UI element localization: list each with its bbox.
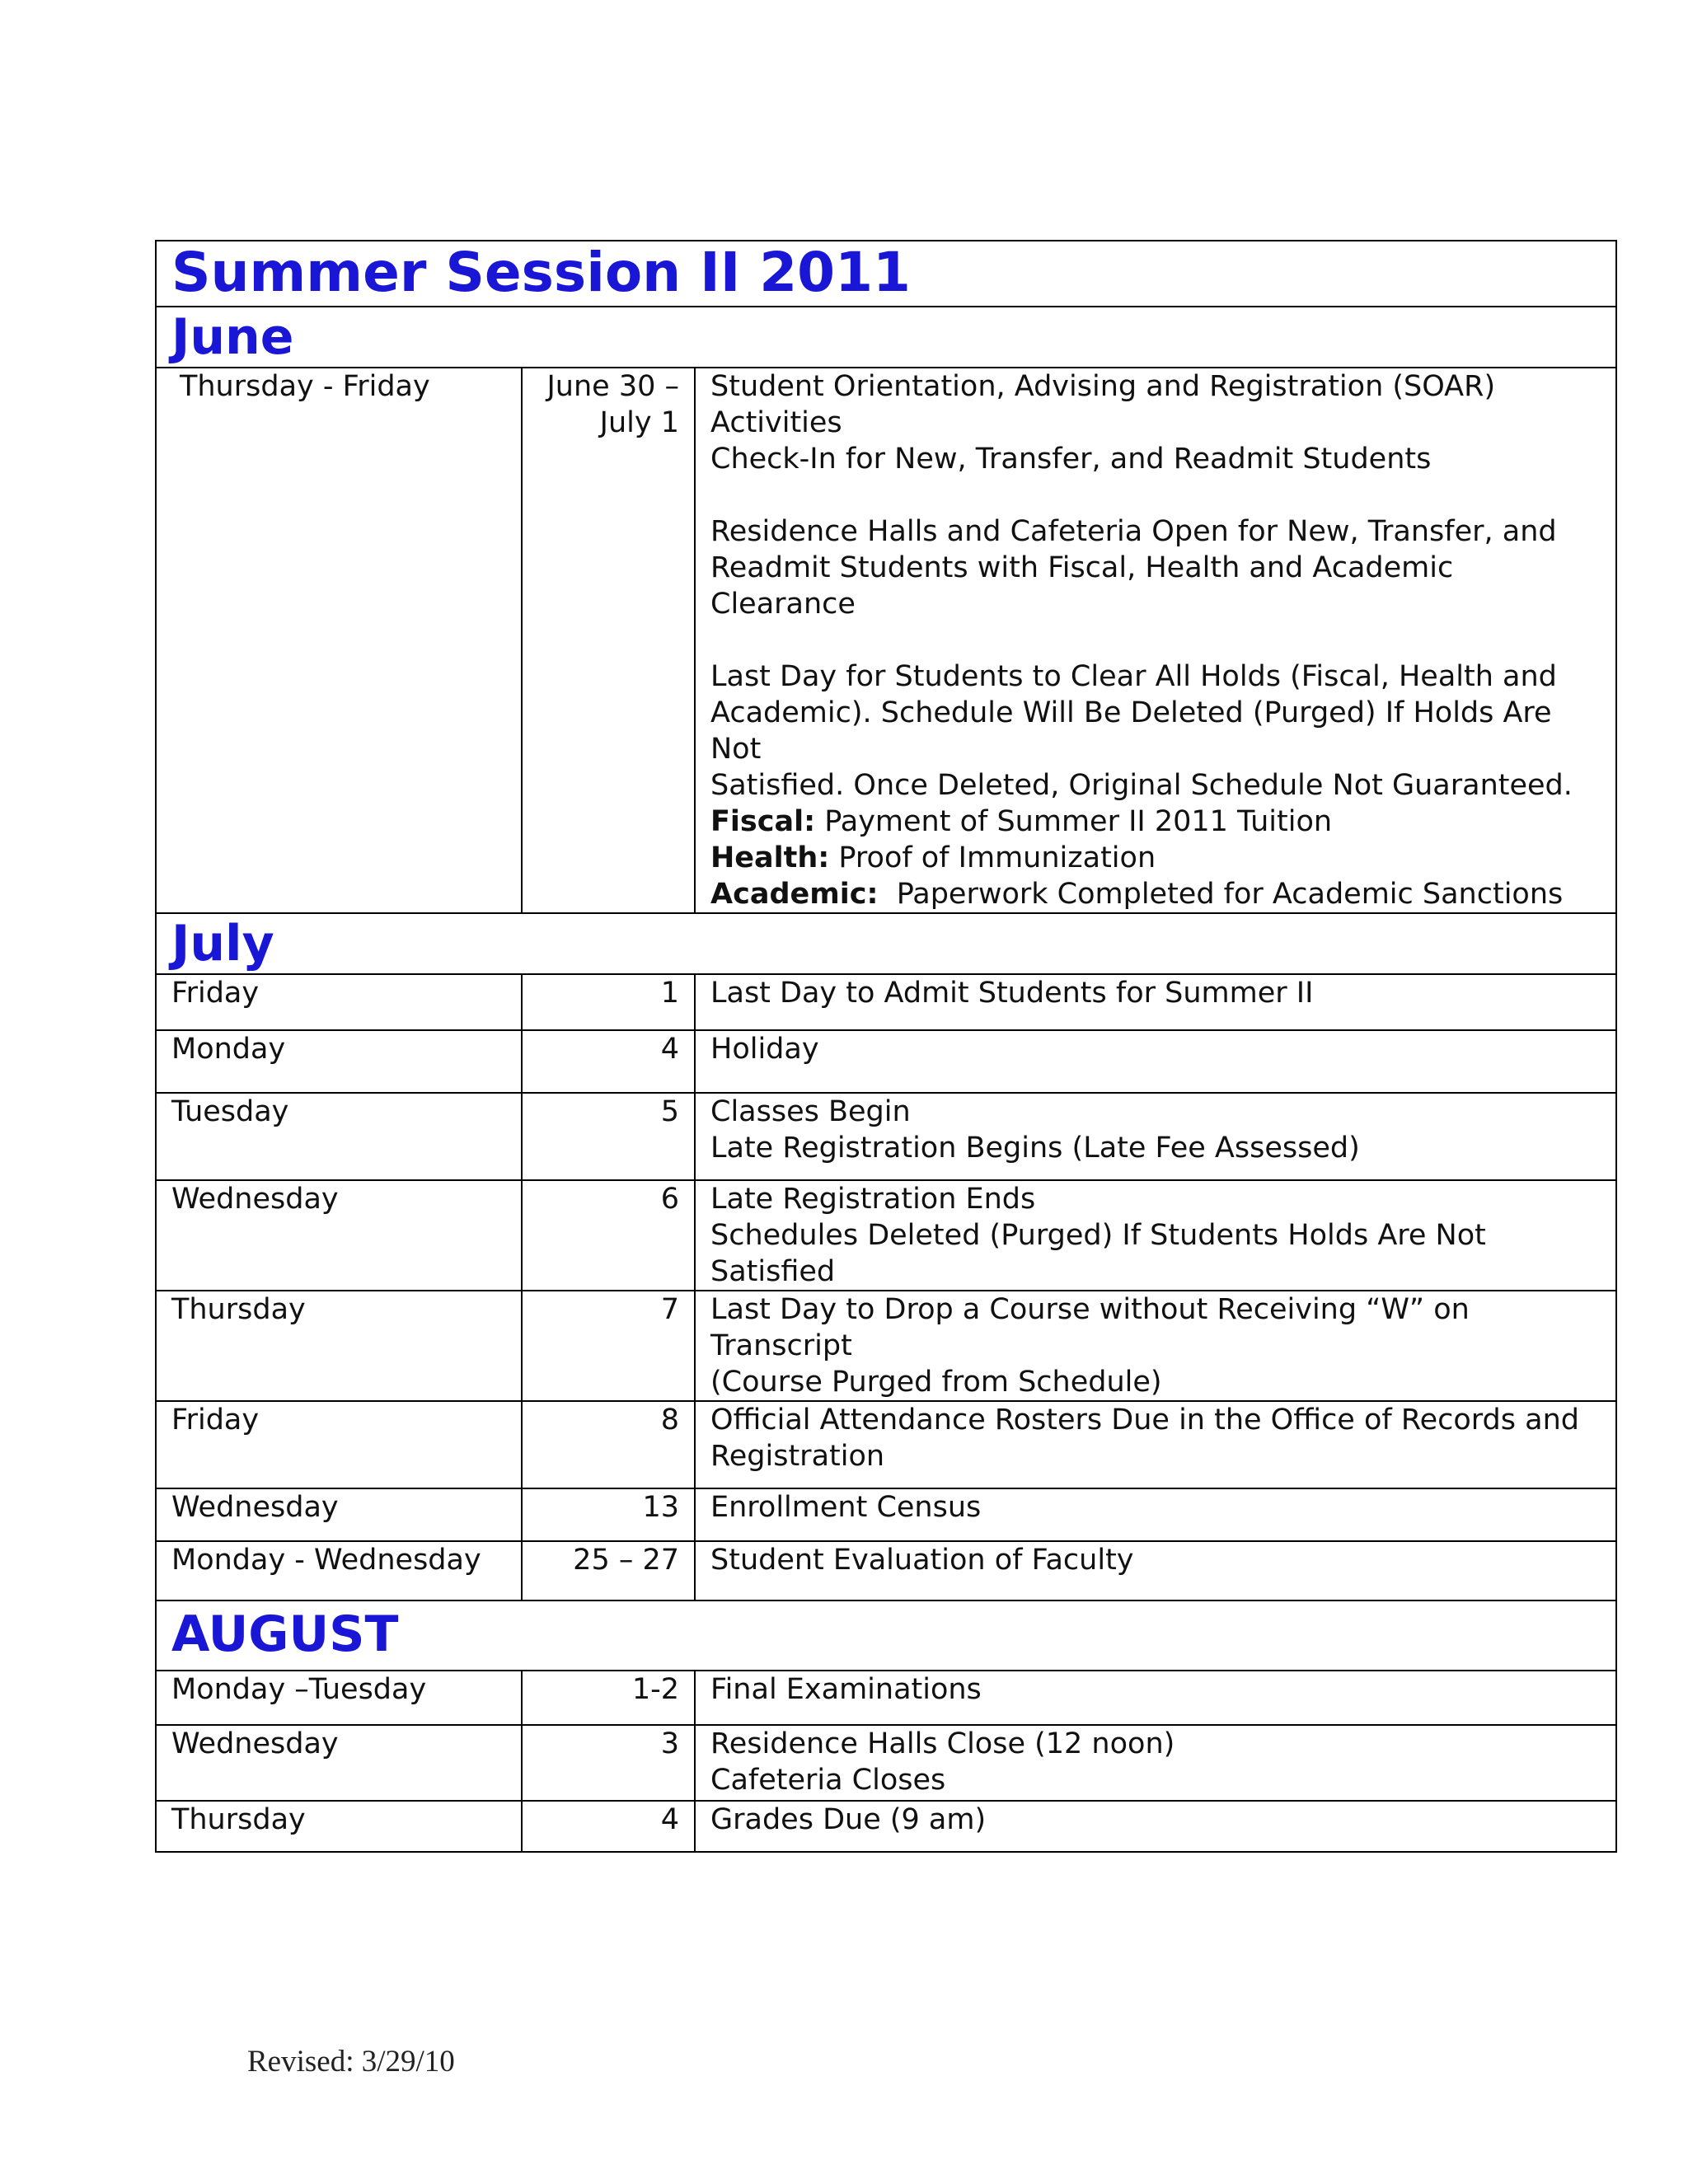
fiscal-line	[710, 804, 1601, 840]
event-line: Last Day for Students to Clear All Holds (Fiscal, Health and	[710, 660, 1557, 693]
academic-line	[710, 876, 1601, 912]
event-line: Last Day to Drop a Course without Receiving “W” on Transcript	[710, 1293, 1470, 1362]
event-cell	[695, 1093, 1616, 1180]
table-row	[156, 1180, 1616, 1291]
event-line: Registration	[710, 1440, 885, 1473]
event-cell	[695, 1671, 1616, 1725]
event-line: Last Day to Admit Students for Summer II	[710, 977, 1314, 1010]
date-cell: 4	[522, 1030, 695, 1093]
date-cell: 6	[522, 1180, 695, 1291]
month-row-august	[156, 1601, 1616, 1671]
table-row	[156, 368, 1616, 913]
table-row	[156, 1541, 1616, 1601]
event-line: Late Registration Begins (Late Fee Assessed)	[710, 1132, 1360, 1165]
date-cell: 13	[522, 1488, 695, 1541]
month-header-july: July	[156, 913, 1616, 974]
july-rows	[156, 974, 1616, 1601]
event-cell	[695, 974, 1616, 1030]
event-line: Student Evaluation of Faculty	[710, 1544, 1134, 1577]
date-cell: 3	[522, 1725, 695, 1801]
date-cell: 7	[522, 1291, 695, 1401]
date-line: July 1	[599, 406, 679, 439]
month-row-june	[156, 307, 1616, 368]
event-line: Academic). Schedule Will Be Deleted (Purged) If Holds Are Not	[710, 696, 1552, 766]
date-cell: 5	[522, 1093, 695, 1180]
event-line: Enrollment Census	[710, 1491, 982, 1524]
fiscal-text: Payment of Summer II 2011 Tuition	[815, 805, 1333, 838]
event-line: Residence Halls and Cafeteria Open for New, Transfer, and	[710, 515, 1557, 548]
academic-text: Paperwork Completed for Academic Sanctions	[878, 878, 1564, 911]
day-cell: Monday –Tuesday	[156, 1671, 522, 1725]
academic-label: Academic:	[710, 878, 879, 911]
table-row	[156, 1030, 1616, 1093]
table-row	[156, 1488, 1616, 1541]
event-line: Readmit Students with Fiscal, Health and Academic Clearance	[710, 551, 1454, 621]
date-cell: 25 – 27	[522, 1541, 695, 1601]
day-cell: Thursday	[156, 1801, 522, 1852]
event-cell	[695, 1488, 1616, 1541]
event-line: Cafeteria Closes	[710, 1764, 946, 1797]
event-cell	[695, 1401, 1616, 1488]
revised-date: Revised: 3/29/10	[247, 2045, 455, 2079]
day-cell: Thursday	[156, 1291, 522, 1401]
date-cell: 1-2	[522, 1671, 695, 1725]
august-rows	[156, 1671, 1616, 1852]
table-row	[156, 1801, 1616, 1852]
day-cell: Thursday - Friday	[156, 368, 522, 913]
day-cell: Wednesday	[156, 1180, 522, 1291]
event-cell	[695, 1291, 1616, 1401]
table-row	[156, 1093, 1616, 1180]
health-text: Proof of Immunization	[829, 841, 1156, 874]
event-cell	[695, 1725, 1616, 1801]
month-header-august: AUGUST	[156, 1601, 1616, 1671]
event-line: Residence Halls Close (12 noon)	[710, 1727, 1175, 1760]
month-header-june: June	[156, 307, 1616, 368]
event-cell	[695, 1541, 1616, 1601]
table-row	[156, 1291, 1616, 1401]
fiscal-label: Fiscal:	[710, 805, 816, 838]
title-row	[156, 241, 1616, 307]
day-cell: Wednesday	[156, 1725, 522, 1801]
event-line: Grades Due (9 am)	[710, 1803, 987, 1836]
academic-calendar-table	[155, 240, 1617, 1853]
day-cell: Monday	[156, 1030, 522, 1093]
event-line: Check-In for New, Transfer, and Readmit Students	[710, 443, 1432, 476]
date-cell: 1	[522, 974, 695, 1030]
event-cell	[695, 1801, 1616, 1852]
event-line: Final Examinations	[710, 1673, 982, 1706]
date-cell: 8	[522, 1401, 695, 1488]
table-row	[156, 974, 1616, 1030]
day-cell: Monday - Wednesday	[156, 1541, 522, 1601]
event-cell	[695, 1030, 1616, 1093]
event-line: Satisfied. Once Deleted, Original Schedule Not Guaranteed.	[710, 769, 1573, 802]
event-line: Student Orientation, Advising and Registration (SOAR) Activities	[710, 370, 1496, 439]
health-label: Health:	[710, 841, 830, 874]
month-row-july	[156, 913, 1616, 974]
date-cell: 4	[522, 1801, 695, 1852]
event-line: (Course Purged from Schedule)	[710, 1366, 1162, 1399]
event-line: Official Attendance Rosters Due in the Office of Records and	[710, 1404, 1579, 1436]
day-cell: Tuesday	[156, 1093, 522, 1180]
health-line	[710, 840, 1601, 876]
calendar-title: Summer Session II 2011	[156, 241, 1616, 307]
date-cell	[522, 368, 695, 913]
table-row	[156, 1725, 1616, 1801]
day-cell: Friday	[156, 1401, 522, 1488]
event-line: Holiday	[710, 1033, 819, 1066]
date-line: June 30 –	[546, 370, 679, 403]
event-line: Late Registration Ends	[710, 1183, 1036, 1216]
table-row	[156, 1401, 1616, 1488]
event-line: Classes Begin	[710, 1095, 911, 1128]
day-cell: Friday	[156, 974, 522, 1030]
table-row	[156, 1671, 1616, 1725]
event-cell	[695, 368, 1616, 913]
event-cell	[695, 1180, 1616, 1291]
event-line: Schedules Deleted (Purged) If Students Holds Are Not Satisfied	[710, 1219, 1486, 1288]
day-cell: Wednesday	[156, 1488, 522, 1541]
